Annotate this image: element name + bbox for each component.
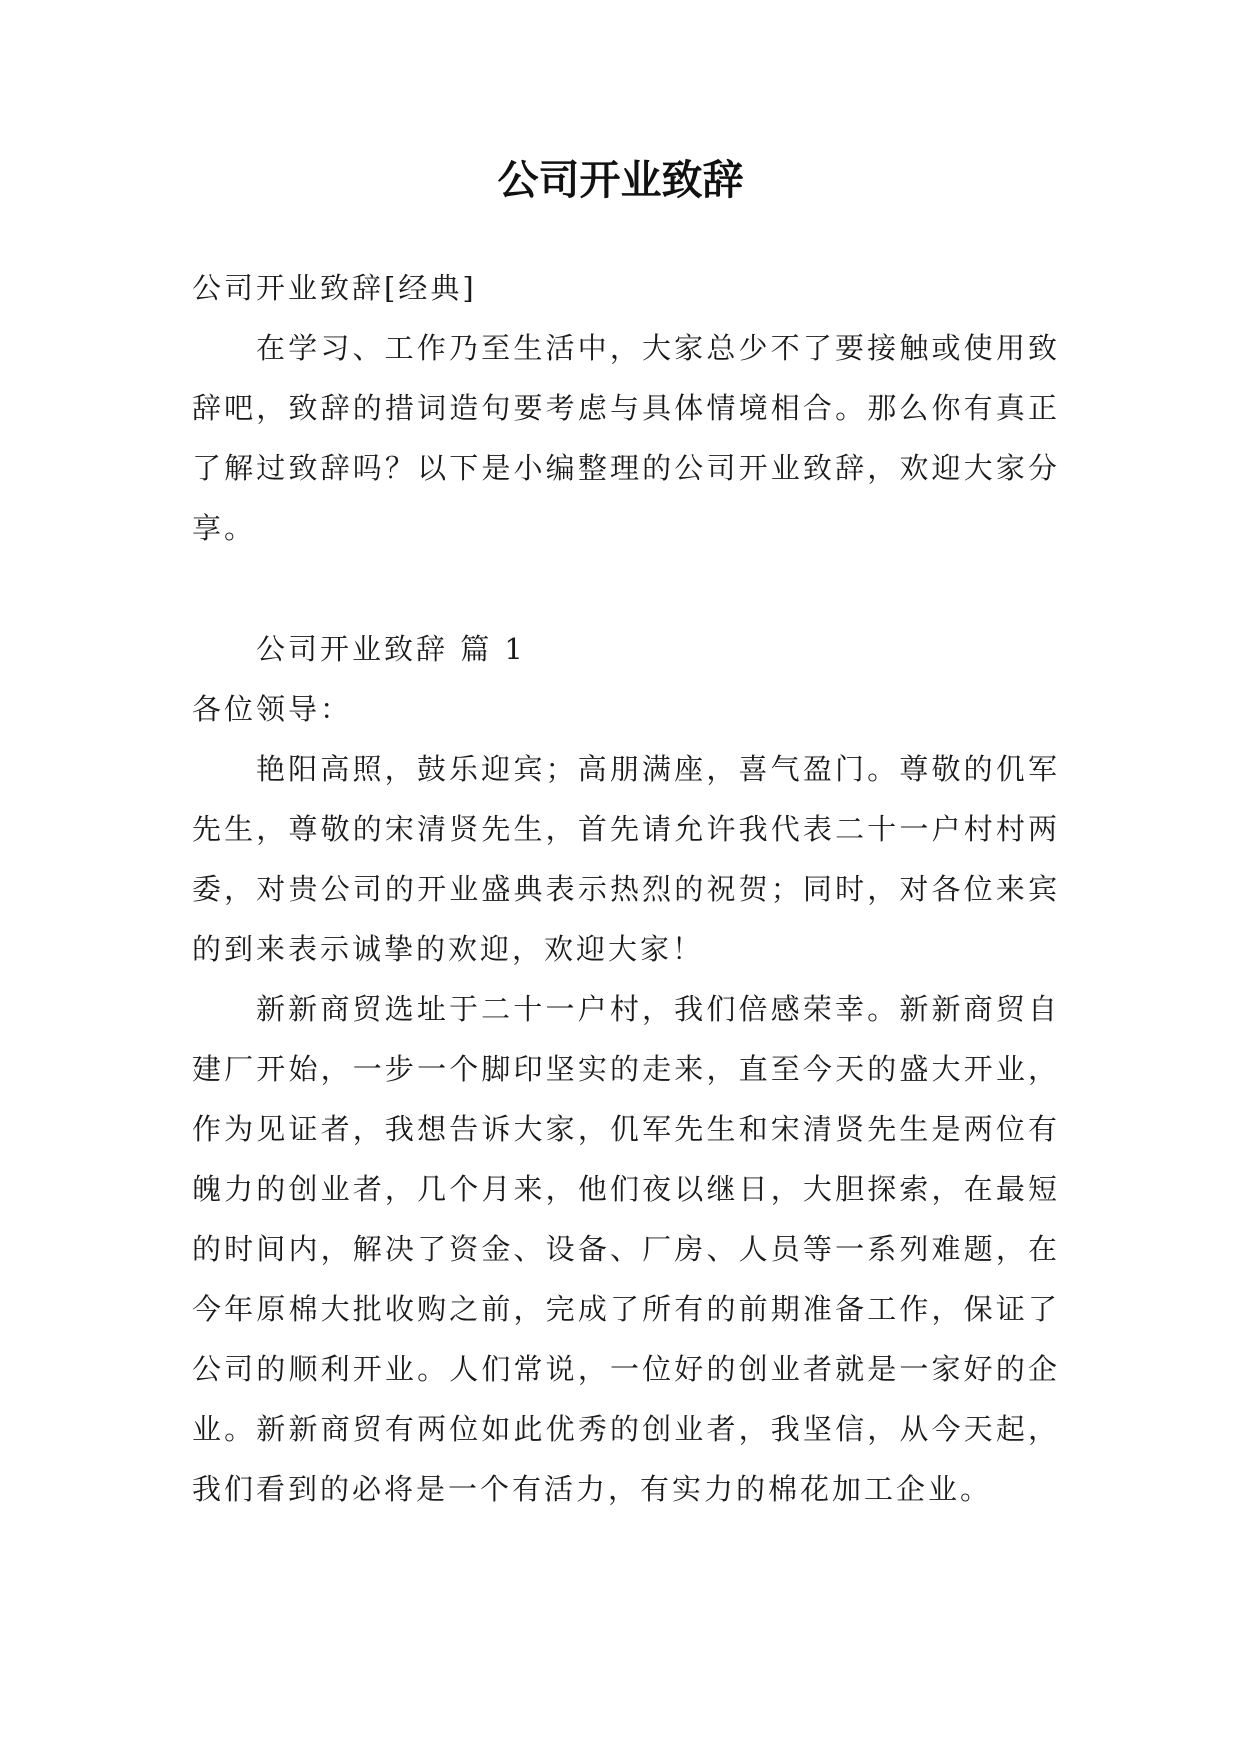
document-title: 公司开业致辞 (497, 156, 744, 204)
section-spacer (192, 558, 1060, 619)
body-paragraph-1: 艳阳高照，鼓乐迎宾；高朋满座，喜气盈门。尊敬的仉军先生，尊敬的宋清贤先生，首先请允许我代表二十一户村村两委，对贵公司的开业盛典表示热烈的祝贺；同时，对各位来宾的到来表示诚挚的欢迎，欢迎大家！ (192, 752, 1060, 966)
document-subtitle: 公司开业致辞[经典] (192, 271, 477, 305)
section-heading: 公司开业致辞 篇 1 (256, 632, 526, 666)
body-paragraph-2: 新新商贸选址于二十一户村，我们倍感荣幸。新新商贸自建厂开始，一步一个脚印坚实的走来，直至今天的盛大开业，作为见证者，我想告诉大家，仉军先生和宋清贤先生是两位有魄力的创业者，几个月来，他们夜以继日，大胆探索，在最短的时间内，解决了资金、设备、厂房、人员等一系列难题，在今年原棉大批收购之前，完成了所有的前期准备工作，保证了公司的顺利开业。人们常说，一位好的创业者就是一家好的企业。新新商贸有两位如此优秀的创业者，我坚信，从今天起，我们看到的必将是一个有活力，有实力的棉花加工企业。 (192, 992, 1060, 1506)
document-body (192, 258, 1060, 1519)
intro-paragraph: 在学习、工作乃至生活中，大家总少不了要接触或使用致辞吧，致辞的措词造句要考虑与具体情境相合。那么你有真正了解过致辞吗？以下是小编整理的公司开业致辞，欢迎大家分享。 (192, 331, 1060, 545)
salutation: 各位领导： (192, 692, 353, 726)
